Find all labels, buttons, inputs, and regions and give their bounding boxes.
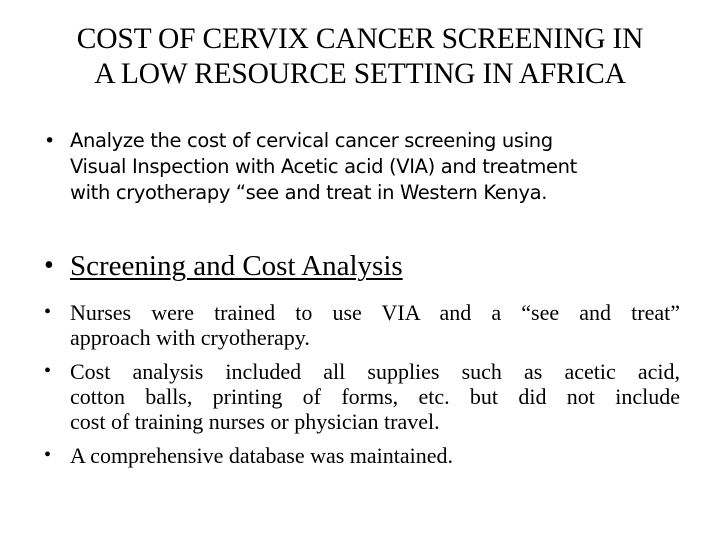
- point-line: A comprehensive database was maintained.: [70, 443, 454, 468]
- slide-title-line: COST OF CERVIX CANCER SCREENING IN: [76, 23, 644, 55]
- intro-bullet-line: Visual Inspection with Acetic acid (VIA) and treatment: [70, 155, 577, 178]
- bullet-icon: •: [44, 250, 54, 281]
- point-text: [70, 359, 680, 434]
- point-text: [70, 300, 680, 350]
- bullet-icon: •: [44, 130, 56, 152]
- point-line: Cost analysis included all supplies such as acetic acid,: [70, 359, 680, 384]
- bullet-icon: •: [44, 444, 52, 466]
- intro-bullet-text: [70, 128, 660, 206]
- intro-bullet-line: with cryotherapy “see and treat in Western Kenya.: [70, 181, 548, 204]
- point-text: [70, 443, 680, 468]
- bullet-icon: •: [44, 301, 52, 323]
- point-line: approach with cryotherapy.: [70, 325, 310, 350]
- point-line: Nurses were trained to use VIA and a “see and treat”: [70, 300, 680, 325]
- slide-title: [36, 22, 684, 92]
- bullet-icon: •: [44, 360, 52, 382]
- point-line: cost of training nurses or physician travel.: [70, 409, 440, 434]
- section-heading: Screening and Cost Analysis: [70, 250, 403, 282]
- slide-title-line: A LOW RESOURCE SETTING IN AFRICA: [94, 58, 626, 90]
- point-line: cotton balls, printing of forms, etc. but did not include: [70, 384, 680, 409]
- intro-bullet-line: Analyze the cost of cervical cancer screening using: [70, 129, 553, 152]
